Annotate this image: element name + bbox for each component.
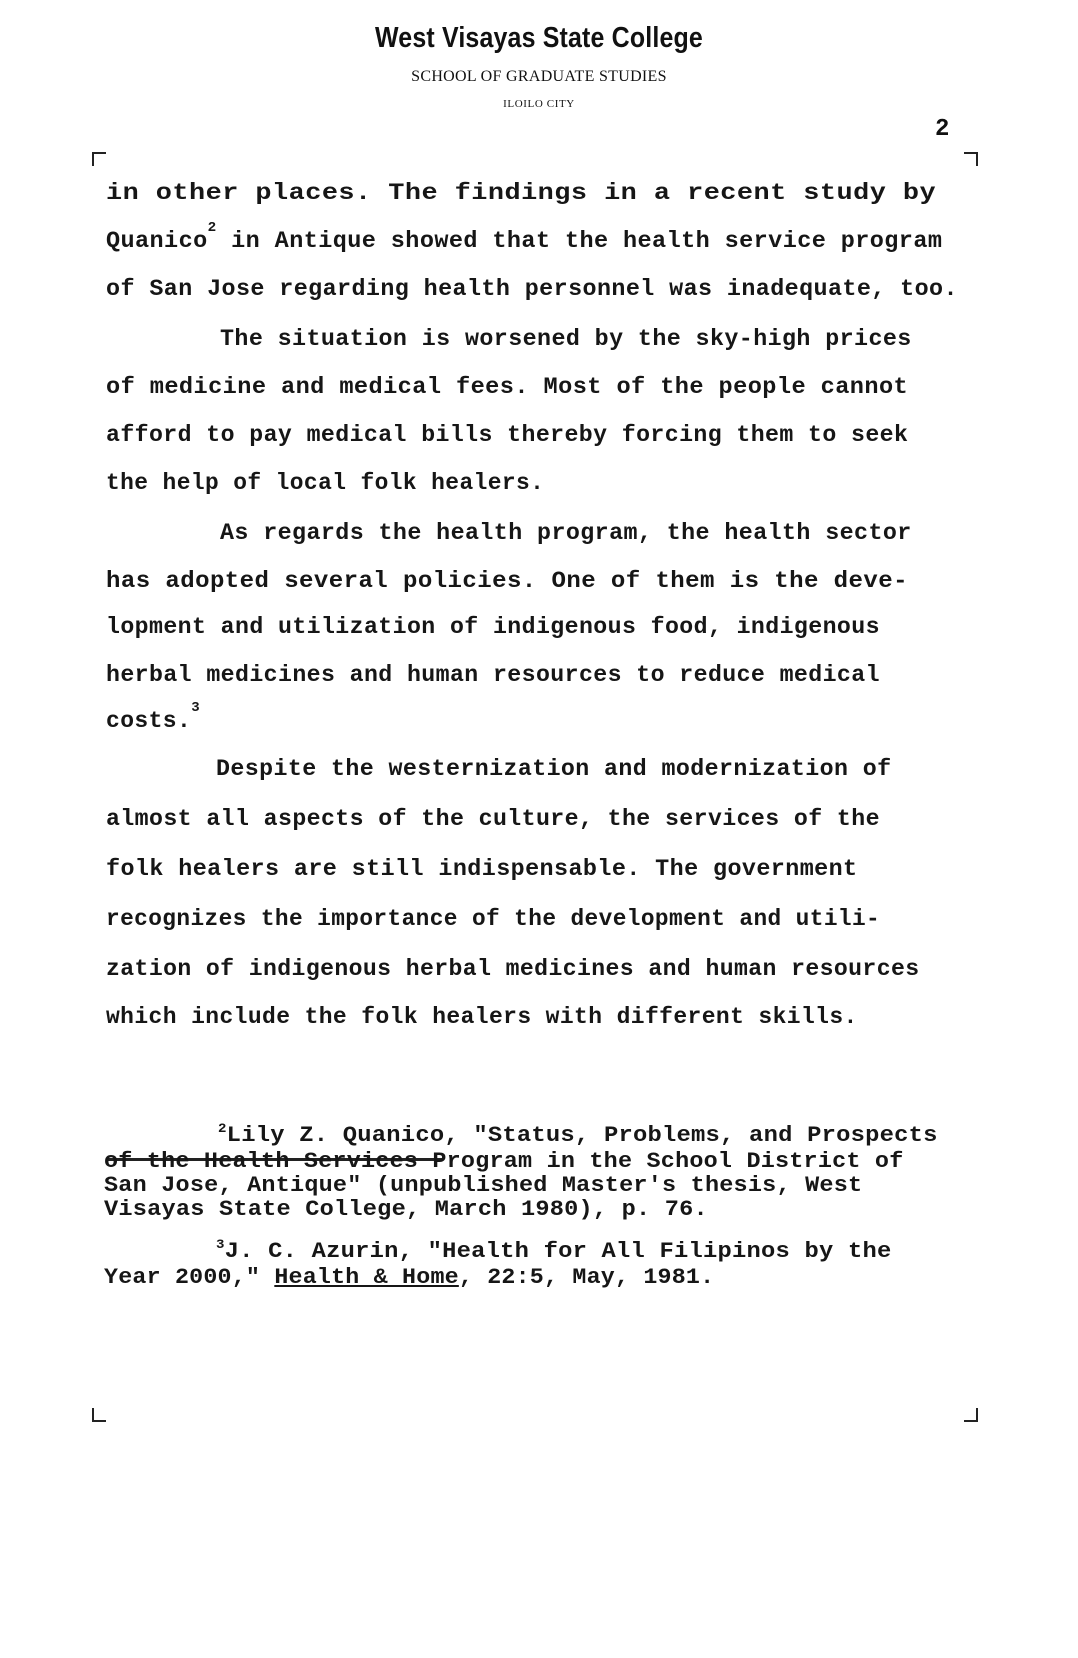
body-line-rest: in Antique showed that the health service program: [216, 228, 943, 254]
body-line: [106, 220, 943, 254]
page-number: 2: [935, 116, 950, 143]
footnote-line: San Jose, Antique" (unpublished Master's thesis, West: [104, 1173, 863, 1198]
body-line: has adopted several policies. One of them is the deve-: [106, 568, 908, 594]
footnote-mark: 3: [216, 1237, 225, 1252]
footnote-line: Visayas State College, March 1980), p. 76.: [104, 1197, 708, 1222]
crop-mark-top-left: [92, 152, 106, 166]
author-name: Quanico: [106, 228, 208, 254]
footnote-line: [218, 1121, 938, 1148]
footnote-line: [216, 1237, 892, 1264]
journal-title: Health & Home: [274, 1265, 459, 1290]
footnote-ref: 3: [191, 700, 201, 716]
body-line: the help of local folk healers.: [106, 470, 545, 496]
body-line: of San Jose regarding health personnel was inadequate, too.: [106, 276, 958, 302]
body-line: [106, 700, 201, 734]
body-line: zation of indigenous herbal medicines and human resources: [106, 956, 920, 982]
footnote-text: Year 2000,": [104, 1265, 275, 1290]
crop-mark-bottom-right: [964, 1408, 978, 1422]
body-line: of medicine and medical fees. Most of the people cannot: [106, 374, 909, 400]
city-name: ILOILO CITY: [503, 98, 575, 110]
body-line: recognizes the importance of the development and utili-: [106, 906, 881, 932]
footnote-ref: 2: [207, 220, 217, 236]
footnote-text: Lily Z. Quanico, "Status, Problems, and Prospects: [226, 1123, 938, 1148]
footnote-text: , 22:5, May, 1981.: [458, 1265, 715, 1290]
footnote-line: [104, 1266, 714, 1290]
body-line: folk healers are still indispensable. The government: [106, 856, 858, 882]
body-line: herbal medicines and human resources to reduce medical: [106, 662, 880, 688]
institution-name: West Visayas State College: [375, 22, 703, 54]
body-line: The situation is worsened by the sky-high prices: [220, 326, 912, 352]
body-line: As regards the health program, the health sector: [220, 520, 912, 546]
body-line: in other places. The findings in a recent study by: [106, 180, 937, 206]
body-line: Despite the westernization and modernization of: [216, 756, 892, 782]
crop-mark-top-right: [964, 152, 978, 166]
footnote-mark: 2: [218, 1121, 227, 1136]
crop-mark-bottom-left: [92, 1408, 106, 1422]
school-name: SCHOOL OF GRADUATE STUDIES: [411, 68, 667, 85]
footnote-text: J. C. Azurin, "Health for All Filipinos by the: [224, 1239, 892, 1264]
body-line: almost all aspects of the culture, the services of the: [106, 806, 880, 832]
body-line-text: costs.: [106, 708, 192, 734]
body-line: afford to pay medical bills thereby forcing them to seek: [106, 422, 909, 448]
body-line: lopment and utilization of indigenous food, indigenous: [106, 614, 880, 640]
footnote-line: of the Health Services Program in the School District of: [104, 1149, 904, 1174]
body-line: which include the folk healers with different skills.: [106, 1004, 858, 1030]
